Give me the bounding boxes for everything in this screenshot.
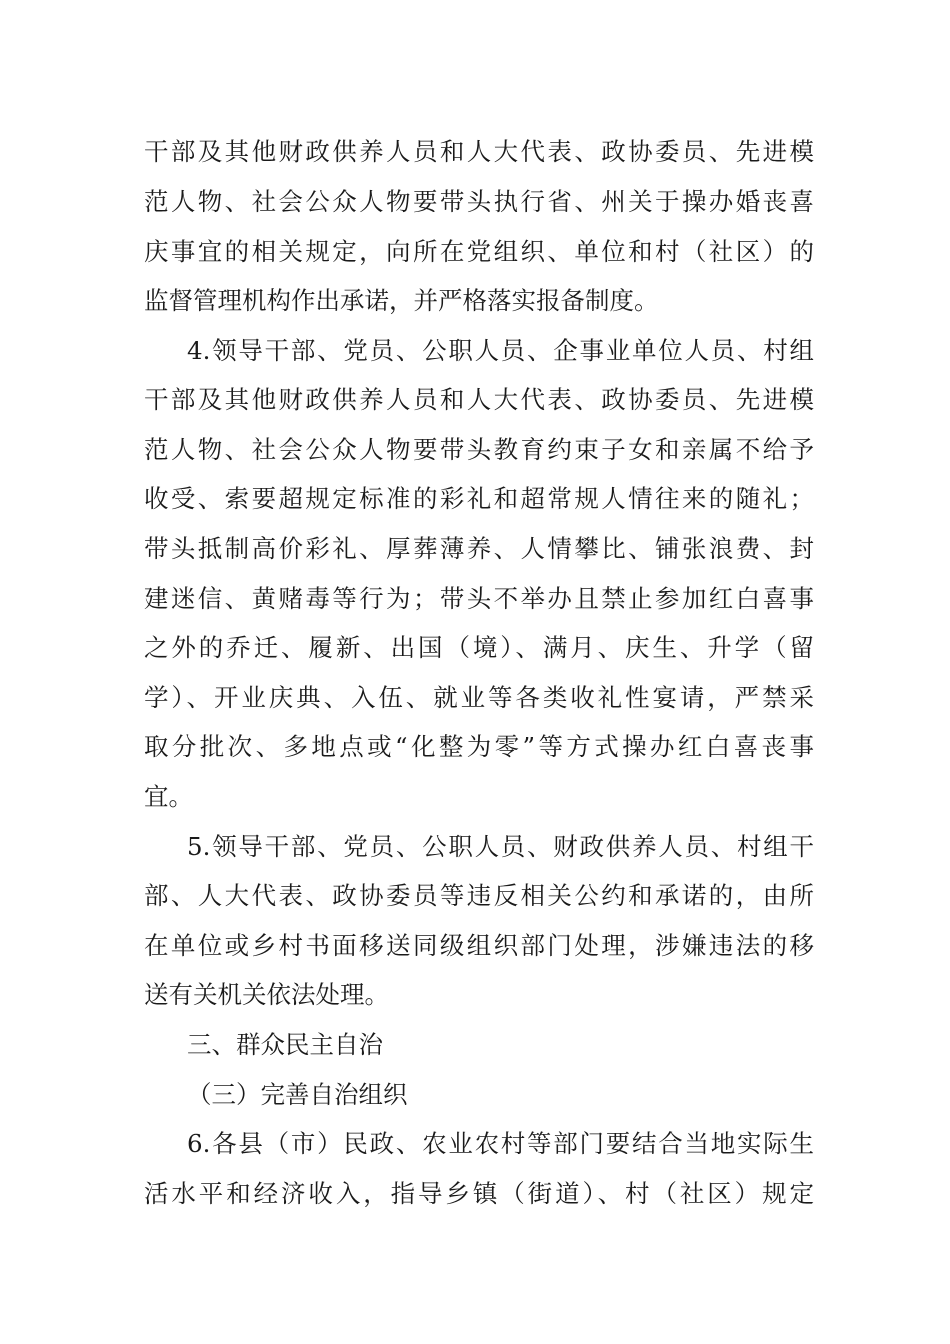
paragraph-line: 送有关机关依法处理。: [144, 980, 389, 1009]
paragraph-line: 范人物、社会公众人物要带头教育约束子女和亲属不给予: [144, 435, 814, 464]
paragraph-line: 6.各县（市）民政、农业农村等部门要结合当地实际生: [187, 1129, 814, 1158]
paragraph-line: 4.领导干部、党员、公职人员、企事业单位人员、村组: [187, 336, 814, 365]
paragraph-line: 部、人大代表、政协委员等违反相关公约和承诺的，由所: [144, 881, 814, 910]
paragraph-line: 在单位或乡村书面移送同级组织部门处理，涉嫌违法的移: [144, 931, 814, 960]
paragraph-line: 干部及其他财政供养人员和人大代表、政协委员、先进模: [144, 385, 814, 414]
subsection-heading: （三）完善自治组织: [187, 1080, 408, 1109]
paragraph-line: 5.领导干部、党员、公职人员、财政供养人员、村组干: [187, 832, 814, 861]
paragraph-line: 取分批次、多地点或“化整为零”等方式操办红白喜丧事: [144, 732, 814, 761]
paragraph-line: 宜。: [144, 782, 193, 811]
paragraph-line: 监督管理机构作出承诺，并严格落实报备制度。: [144, 286, 659, 315]
section-heading: 三、群众民主自治: [187, 1030, 383, 1059]
paragraph-line: 活水平和经济收入，指导乡镇（街道）、村（社区）规定: [144, 1179, 814, 1208]
paragraph-line: 范人物、社会公众人物要带头执行省、州关于操办婚丧喜: [144, 187, 814, 216]
paragraph-line: 庆事宜的相关规定，向所在党组织、单位和村（社区）的: [144, 237, 814, 266]
paragraph-line: 收受、索要超规定标准的彩礼和超常规人情往来的随礼；: [144, 484, 814, 513]
paragraph-line: 干部及其他财政供养人员和人大代表、政协委员、先进模: [144, 137, 814, 166]
paragraph-line: 学）、开业庆典、入伍、就业等各类收礼性宴请，严禁采: [144, 683, 814, 712]
paragraph-line: 建迷信、黄赌毒等行为；带头不举办且禁止参加红白喜事: [144, 584, 814, 613]
paragraph-line: 带头抵制高价彩礼、厚葬薄养、人情攀比、铺张浪费、封: [144, 534, 814, 563]
paragraph-line: 之外的乔迁、履新、出国（境）、满月、庆生、升学（留: [144, 633, 814, 662]
